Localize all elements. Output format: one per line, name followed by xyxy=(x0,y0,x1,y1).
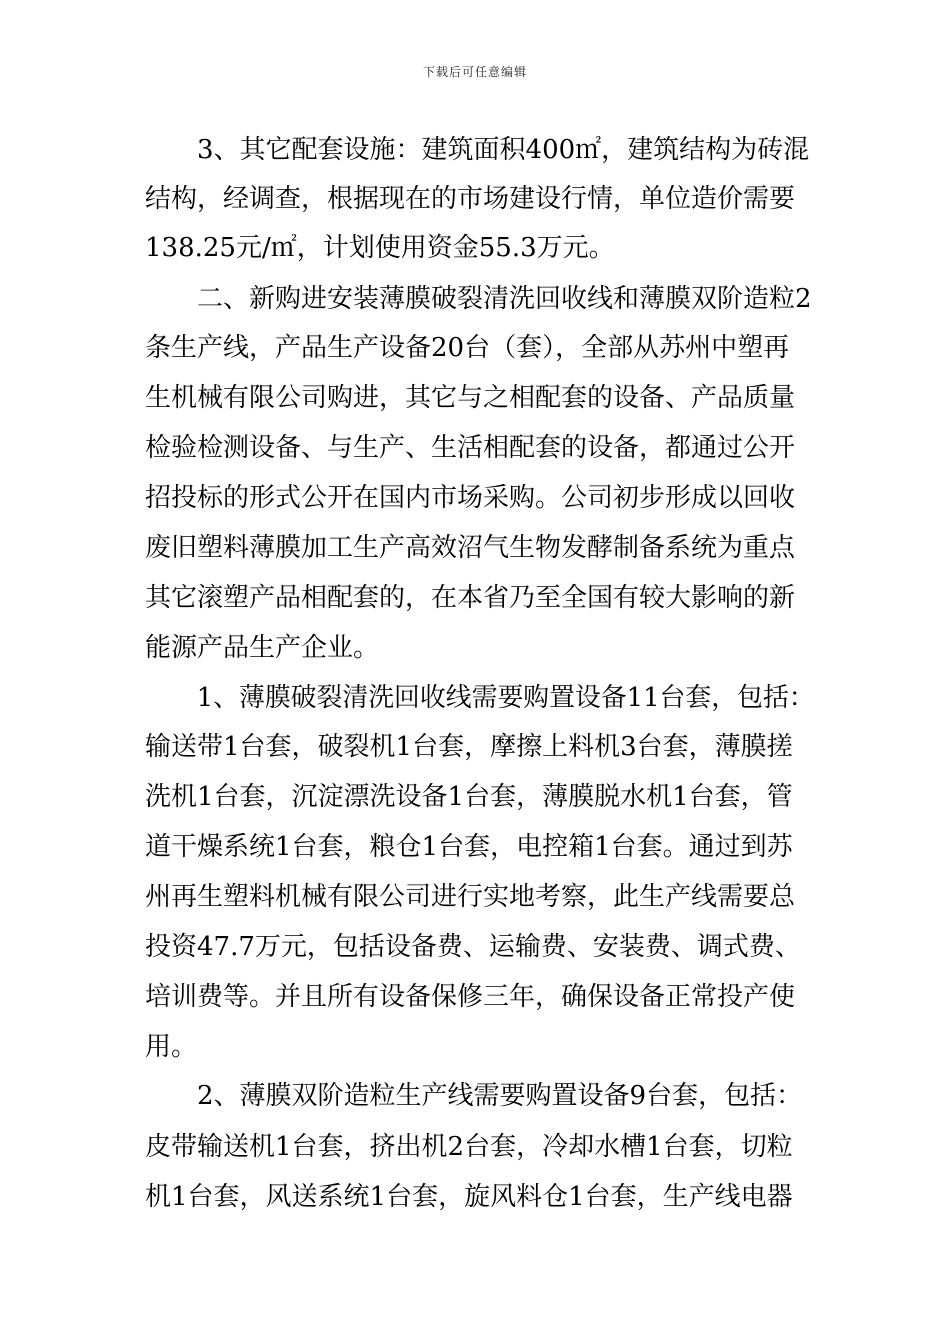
paragraph-line: 138.25元/㎡，计划使用资金55.3万元。 xyxy=(145,233,615,263)
paragraph-line: 州再生塑料机械有限公司进行实地考察，此生产线需要总 xyxy=(145,882,796,912)
paragraph-line: 输送带1台套，破裂机1台套，摩擦上料机3台套，薄膜搓 xyxy=(145,732,793,762)
paragraph-line: 投资47.7万元，包括设备费、运输费、安装费、调式费、 xyxy=(145,932,801,962)
paragraph-line: 能源产品生产企业。 xyxy=(145,633,380,663)
paragraph-line: 废旧塑料薄膜加工生产高效沼气生物发酵制备系统为重点 xyxy=(145,533,796,563)
paragraph-line: 结构，经调查，根据现在的市场建设行情，单位造价需要 xyxy=(145,184,796,214)
paragraph-line: 机1台套，风送系统1台套，旋风料仓1台套，生产线电器 xyxy=(145,1182,793,1212)
paragraph-line: 3、其它配套设施：建筑面积400㎡，建筑结构为砖混 xyxy=(145,135,810,165)
paragraph-line: 招投标的形式公开在国内市场采购。公司初步形成以回收 xyxy=(145,483,796,513)
paragraph-line: 生机械有限公司购进，其它与之相配套的设备、产品质量 xyxy=(145,383,796,413)
paragraph-line: 道干燥系统1台套，粮仓1台套，电控箱1台套。通过到苏 xyxy=(145,832,793,862)
paragraph-line: 皮带输送机1台套，挤出机2台套，冷却水槽1台套，切粒 xyxy=(145,1132,793,1162)
paragraph-line: 其它滚塑产品相配套的，在本省乃至全国有较大影响的新 xyxy=(145,583,796,613)
paragraph-line: 2、薄膜双阶造粒生产线需要购置设备9台套，包括： xyxy=(145,1081,803,1111)
paragraph-line: 检验检测设备、与生产、生活相配套的设备，都通过公开 xyxy=(145,433,796,463)
paragraph-line: 二、新购进安装薄膜破裂清洗回收线和薄膜双阶造粒2 xyxy=(145,284,812,314)
paragraph-line: 条生产线，产品生产设备20台（套），全部从苏州中塑再 xyxy=(145,333,790,363)
paragraph-line: 培训费等。并且所有设备保修三年，确保设备正常投产使 xyxy=(145,982,796,1012)
page-header: 下载后可任意编辑 xyxy=(422,65,527,79)
paragraph-line: 1、薄膜破裂清洗回收线需要购置设备11台套，包括： xyxy=(145,683,815,713)
paragraph-line: 洗机1台套，沉淀漂洗设备1台套，薄膜脱水机1台套，管 xyxy=(145,782,793,812)
paragraph-line: 用。 xyxy=(145,1032,198,1062)
